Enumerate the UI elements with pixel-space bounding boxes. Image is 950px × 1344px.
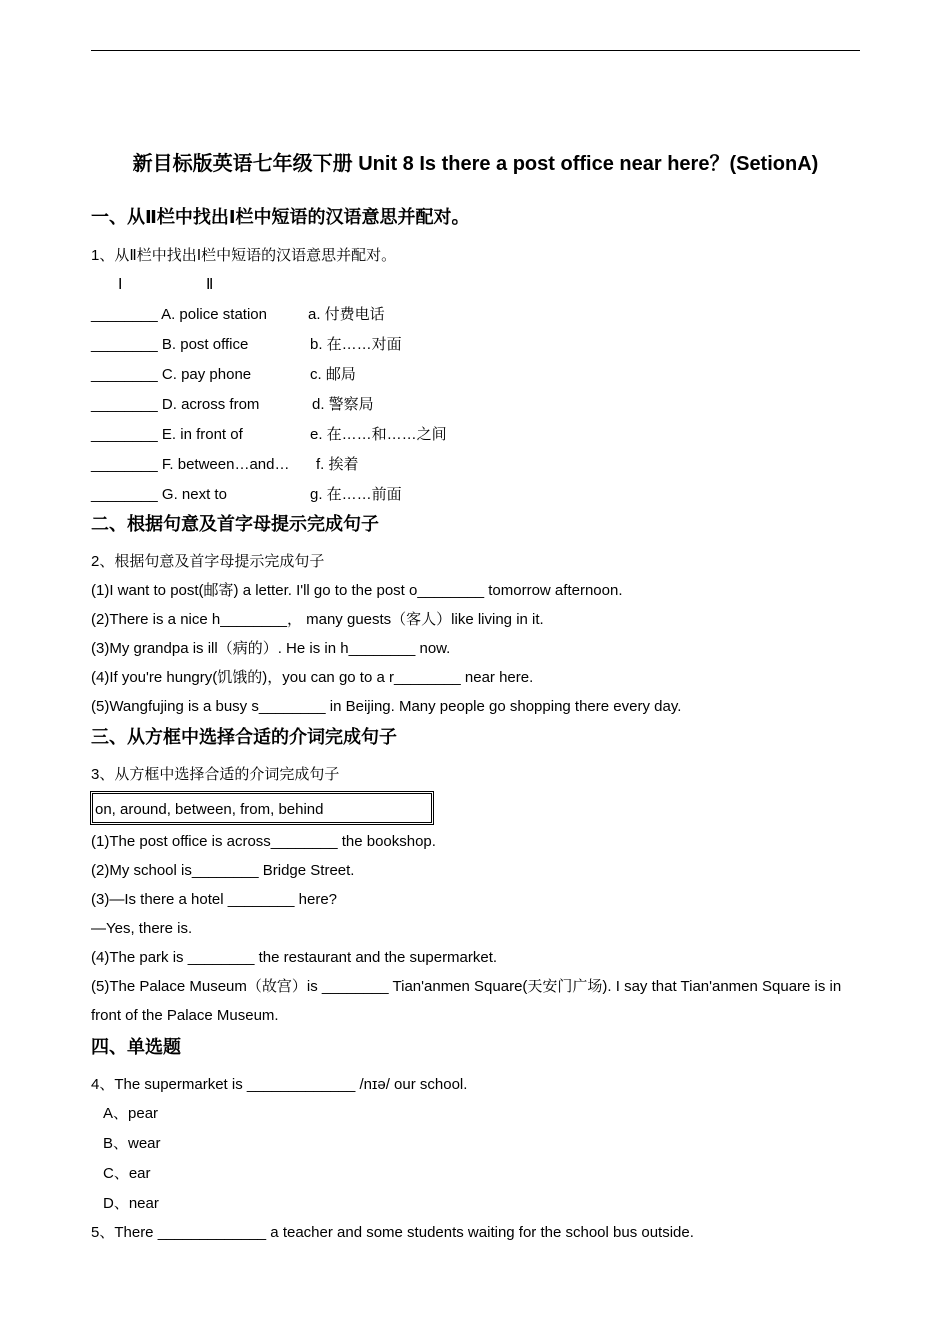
section3-item-1: (1)The post office is across________ the bookshop. bbox=[91, 833, 436, 850]
match-left-c: ________ C. pay phone bbox=[91, 366, 252, 383]
section2-item-1: (1)I want to post(邮寄) a letter. I'll go to the post o________ tomorrow afternoon. bbox=[91, 582, 623, 599]
section1-question: 1、从Ⅱ栏中找出Ⅰ栏中短语的汉语意思并配对。 bbox=[91, 247, 397, 264]
match-left-f: ________ F. between…and… bbox=[91, 456, 290, 473]
section3-item-3: (3)—Is there a hotel ________ here? bbox=[91, 891, 337, 908]
section1-heading: 一、从Ⅱ栏中找出Ⅰ栏中短语的汉语意思并配对。 bbox=[91, 207, 470, 227]
section2-item-2: (2)There is a nice h________， many guests（客人）like living in it. bbox=[91, 611, 544, 628]
section3-heading: 三、从方框中选择合适的介词完成句子 bbox=[91, 727, 397, 747]
match-right-b: b. 在……对面 bbox=[310, 336, 402, 353]
section2-item-5: (5)Wangfujing is a busy s________ in Beijing. Many people go shopping there every day. bbox=[91, 698, 682, 715]
section2-item-4: (4)If you're hungry(饥饿的)，you can go to a r________ near here. bbox=[91, 669, 534, 686]
match-left-a: ________ A. police station bbox=[91, 306, 267, 323]
match-right-e: e. 在……和……之间 bbox=[310, 426, 447, 443]
column-ii-label: Ⅱ bbox=[206, 276, 214, 293]
match-right-c: c. 邮局 bbox=[310, 366, 356, 383]
section3-item-4: (4)The park is ________ the restaurant and the supermarket. bbox=[91, 949, 498, 966]
match-right-f: f. 挨着 bbox=[316, 456, 359, 473]
match-left-b: ________ B. post office bbox=[91, 336, 249, 353]
section2-item-3: (3)My grandpa is ill（病的）. He is in h________ now. bbox=[91, 640, 451, 657]
match-left-d: ________ D. across from bbox=[91, 396, 260, 413]
section2-heading: 二、根据句意及首字母提示完成句子 bbox=[91, 514, 379, 534]
question-4-option-a[interactable]: A、pear bbox=[103, 1105, 159, 1122]
page-title: 新目标版英语七年级下册 Unit 8 Is there a post office near here？(SetionA) bbox=[132, 153, 819, 175]
question-4-stem: 4、The supermarket is _____________ /nɪə/ our school. bbox=[91, 1076, 468, 1093]
section3-question: 3、从方框中选择合适的介词完成句子 bbox=[91, 766, 340, 783]
section3-item-2: (2)My school is________ Bridge Street. bbox=[91, 862, 355, 879]
question-4-option-c[interactable]: C、ear bbox=[103, 1165, 151, 1182]
question-4-option-d[interactable]: D、near bbox=[103, 1195, 159, 1212]
match-left-g: ________ G. next to bbox=[91, 486, 227, 503]
section3-item-5: (5)The Palace Museum（故宫）is ________ Tian'anmen Square(天安门广场). I say that Tian'anmen Square is in front of the Palace Museum. bbox=[91, 978, 842, 1024]
word-box bbox=[90, 791, 434, 825]
question-5-stem: 5、There _____________ a teacher and some students waiting for the school bus outside. bbox=[91, 1224, 694, 1241]
header-rule bbox=[91, 50, 860, 51]
question-4-option-b[interactable]: B、wear bbox=[103, 1135, 161, 1152]
column-i-label: Ⅰ bbox=[118, 276, 123, 293]
section2-question: 2、根据句意及首字母提示完成句子 bbox=[91, 553, 325, 570]
section3-item-3-answer: —Yes, there is. bbox=[91, 920, 193, 937]
match-right-a: a. 付费电话 bbox=[308, 306, 385, 323]
match-left-e: ________ E. in front of bbox=[91, 426, 243, 443]
word-box-text: on, around, between, from, behind bbox=[95, 801, 324, 818]
match-right-g: g. 在……前面 bbox=[310, 486, 402, 503]
section4-heading: 四、单选题 bbox=[91, 1037, 181, 1057]
match-right-d: d. 警察局 bbox=[312, 396, 374, 413]
